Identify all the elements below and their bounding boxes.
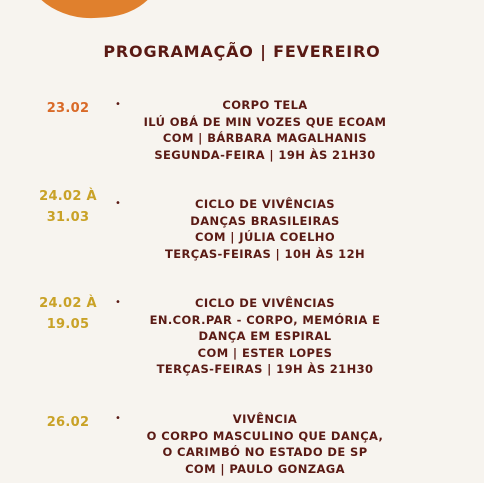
bullet-icon: • [115,297,121,308]
entry-line: ILÚ OBÁ DE MIN VOZES QUE ECOAM [143,114,387,129]
bullet-icon: • [115,99,121,110]
entry-line: TERÇAS-FEIRAS | 19H ÀS 21H30 [156,362,374,376]
entry-date: 23.02 [46,101,90,116]
entry-details [130,97,400,163]
entry-line: COM | ESTER LOPES [197,345,333,360]
page-title: PROGRAMAÇÃO | FEVEREIRO [103,42,381,61]
entry-line: O CARIMBÓ NO ESTADO DE SP [162,445,368,459]
entry-line: O CORPO MASCULINO QUE DANÇA, [146,428,384,443]
entry-line: COM | BÁRBARA MAGALHANIS [162,131,368,145]
decorative-orange-blob [21,0,166,23]
entry-line: COM | PAULO GONZAGA [185,461,345,476]
entry-details [130,295,400,378]
bullet-icon: • [115,413,121,424]
entry-date: 26.02 [46,415,90,430]
entry-line: EN.COR.PAR - CORPO, MEMÓRIA E DANÇA EM ESPIRAL [149,312,381,343]
entry-details [130,196,400,262]
entry-line: COM | JÚLIA COELHO [195,230,335,244]
bullet-icon: • [115,198,121,209]
entry-line: CICLO DE VIVÊNCIAS [195,197,335,211]
entry-line: TERÇAS-FEIRAS | 10H ÀS 12H [164,246,366,261]
entry-line: CORPO TELA [222,98,308,112]
entry-line: DANÇAS BRASILEIRAS [190,213,340,228]
entry-details [130,411,400,477]
entry-line: CICLO DE VIVÊNCIAS [195,296,335,310]
entry-line: SEGUNDA-FEIRA | 19H ÀS 21H30 [154,147,376,162]
entry-date: 24.02 À 31.03 [39,189,97,225]
entry-date: 24.02 À 19.05 [39,296,97,332]
entry-line: VIVÊNCIA [232,412,298,426]
